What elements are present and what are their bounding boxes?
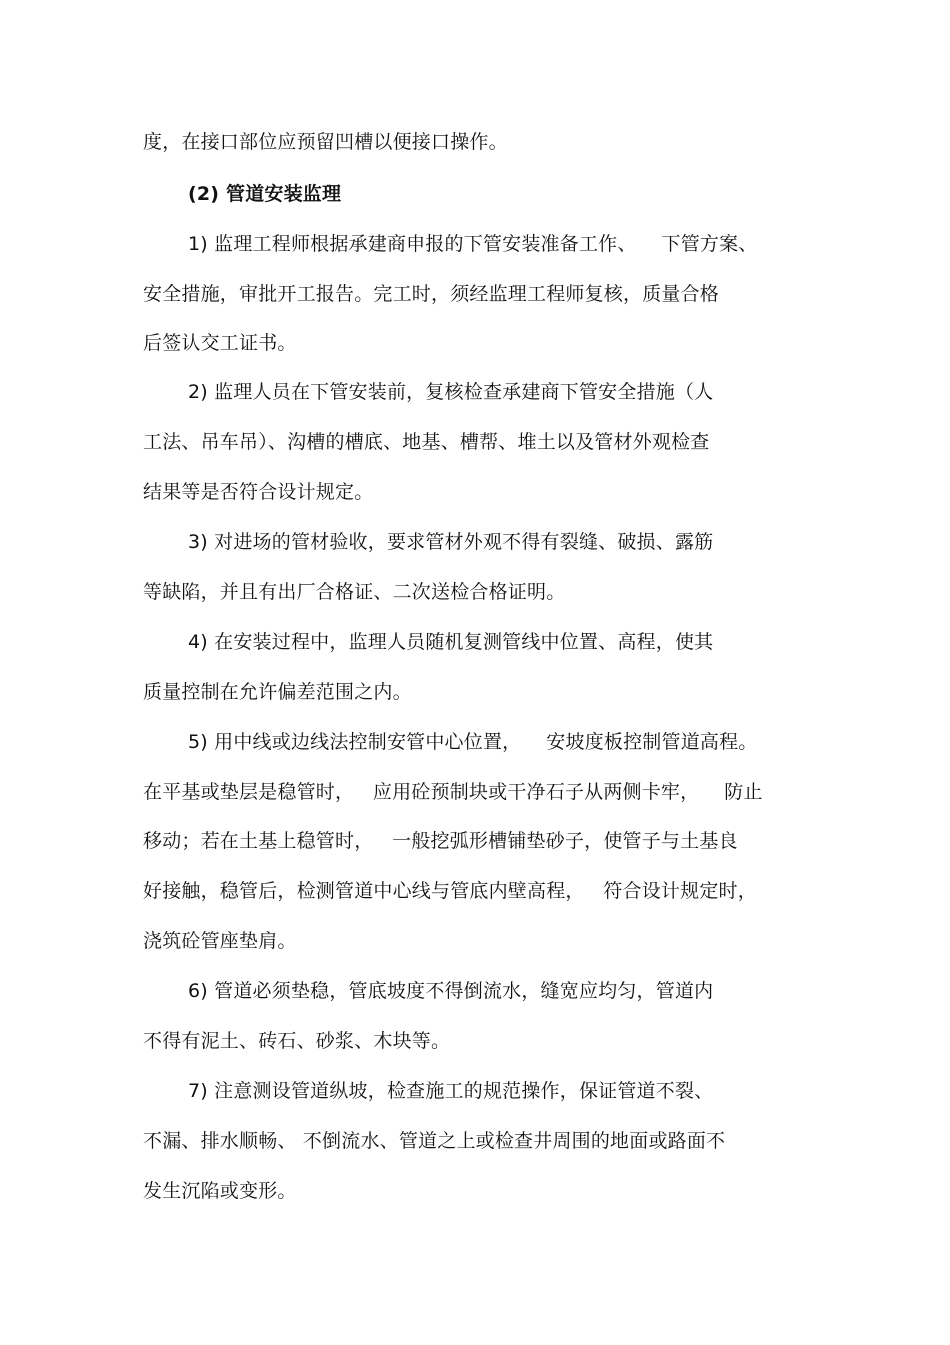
text-line: 不得有泥土、砖石、砂浆、木块等。 — [143, 1030, 451, 1052]
text-line: 浇筑砼管座垫肩。 — [143, 930, 297, 952]
text-line: 4) 在安装过程中，监理人员随机复测管线中位置、高程，使其 — [188, 631, 714, 653]
text-line: 质量控制在允许偏差范围之内。 — [143, 681, 412, 703]
text-line: 3) 对进场的管材验收，要求管材外观不得有裂缝、破损、露筋 — [188, 531, 714, 553]
text-line: 等缺陷，并且有出厂合格证、二次送检合格证明。 — [143, 581, 566, 603]
text-line: 安全措施，审批开工报告。完工时，须经监理工程师复核，质量合格 — [143, 283, 720, 305]
text-line: 后签认交工证书。 — [143, 332, 297, 354]
text-line: 1) 监理工程师根据承建商申报的下管安装准备工作、 下管方案、 — [188, 233, 758, 255]
text-line: 度，在接口部位应预留凹槽以便接口操作。 — [143, 131, 508, 153]
text-line: 7) 注意测设管道纵坡，检查施工的规范操作，保证管道不裂、 — [188, 1080, 714, 1102]
text-line: 在平基或垫层是稳管时， 应用砼预制块或干净石子从两侧卡牢， 防止 — [143, 781, 763, 803]
text-line: 不漏、排水顺畅、 不倒流水、管道之上或检查井周围的地面或路面不 — [143, 1130, 726, 1152]
text-line: 好接触，稳管后，检测管道中心线与管底内壁高程， 符合设计规定时， — [143, 880, 757, 902]
text-line: 发生沉陷或变形。 — [143, 1180, 297, 1202]
text-line: 结果等是否符合设计规定。 — [143, 481, 374, 503]
text-line: 5) 用中线或边线法控制安管中心位置， 安坡度板控制管道高程。 — [188, 731, 758, 753]
text-line: 移动；若在土基上稳管时， 一般挖弧形槽铺垫砂子，使管子与土基良 — [143, 830, 738, 852]
text-line: 6) 管道必须垫稳，管底坡度不得倒流水，缝宽应均匀，管道内 — [188, 980, 714, 1002]
text-line: 2) 监理人员在下管安装前，复核检查承建商下管安全措施（人 — [188, 381, 714, 403]
text-line: 工法、吊车吊）、沟槽的槽底、地基、槽帮、堆土以及管材外观检查 — [143, 431, 710, 453]
section-heading: (2) 管道安装监理 — [188, 183, 342, 205]
